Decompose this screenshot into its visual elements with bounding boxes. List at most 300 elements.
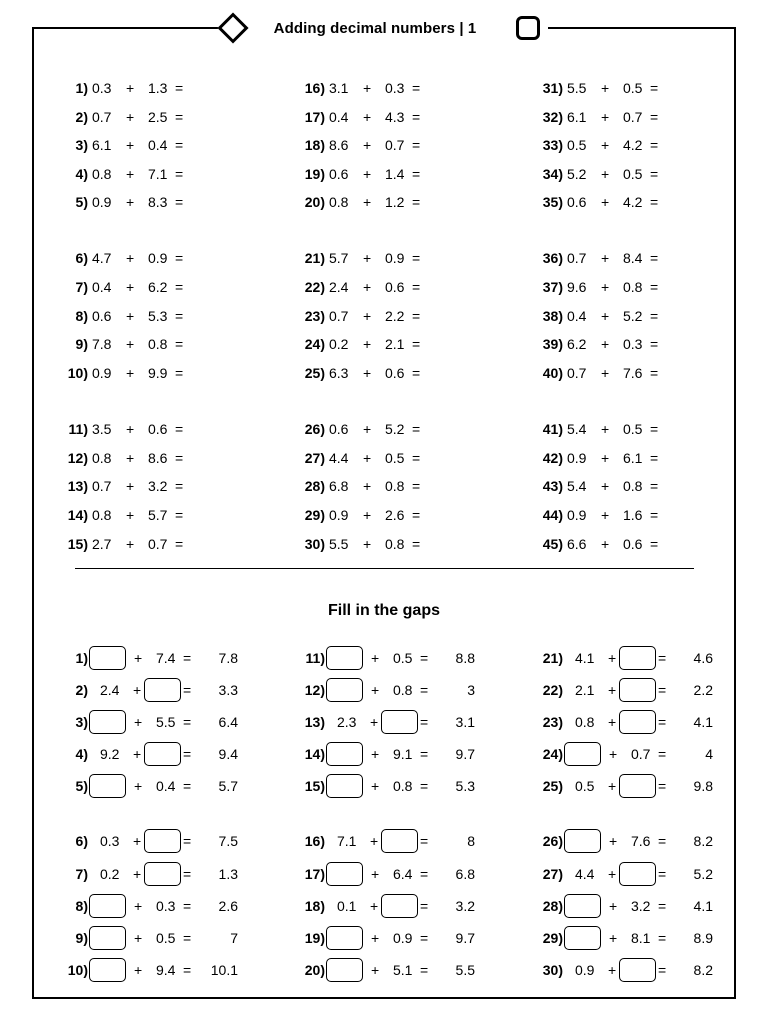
equals-sign: =	[650, 194, 659, 210]
plus-sign: +	[126, 109, 135, 125]
equals-sign: =	[175, 194, 184, 210]
equals-sign: =	[412, 80, 421, 96]
plus-sign: +	[126, 478, 135, 494]
sum-value: 2.6	[218, 898, 238, 914]
operand-a: 5.4	[567, 421, 587, 437]
equals-sign: =	[412, 250, 421, 266]
answer-box[interactable]	[89, 958, 126, 982]
plus-sign: +	[126, 250, 135, 266]
operand-a: 0.1	[337, 898, 357, 914]
problem-number: 24)	[304, 336, 325, 352]
equals-sign: =	[650, 166, 659, 182]
problem-number: 30)	[304, 536, 325, 552]
equals-sign: =	[658, 714, 667, 730]
equals-sign: =	[175, 365, 184, 381]
equals-sign: =	[650, 250, 659, 266]
problem-number: 14)	[67, 507, 88, 523]
equals-sign: =	[658, 682, 667, 698]
problem-number: 17)	[304, 109, 325, 125]
operand-a: 2.1	[575, 682, 595, 698]
plus-sign: +	[601, 507, 610, 523]
operand-a: 5.5	[567, 80, 587, 96]
answer-box[interactable]	[619, 646, 656, 670]
operand-b: 7.4	[156, 650, 176, 666]
problem-number: 2)	[75, 109, 88, 125]
equals-sign: =	[650, 80, 659, 96]
problem-number: 36)	[542, 250, 563, 266]
answer-box[interactable]	[326, 774, 363, 798]
operand-b: 0.6	[385, 279, 405, 295]
equals-sign: =	[175, 336, 184, 352]
answer-box[interactable]	[564, 742, 601, 766]
operand-b: 2.5	[148, 109, 168, 125]
answer-box[interactable]	[144, 678, 181, 702]
equals-sign: =	[175, 478, 184, 494]
equals-sign: =	[658, 746, 667, 762]
sum-value: 2.2	[693, 682, 713, 698]
operand-b: 8.3	[148, 194, 168, 210]
problem-number: 43)	[542, 478, 563, 494]
problem-number: 26)	[542, 833, 563, 849]
sum-value: 8.2	[693, 833, 713, 849]
problem-number: 28)	[304, 478, 325, 494]
operand-b: 0.8	[623, 279, 643, 295]
problem-number: 11)	[305, 650, 325, 666]
equals-sign: =	[658, 898, 667, 914]
answer-box[interactable]	[144, 742, 181, 766]
operand-a: 2.7	[92, 536, 112, 552]
answer-box[interactable]	[564, 829, 601, 853]
problem-number: 19)	[304, 930, 325, 946]
equals-sign: =	[175, 250, 184, 266]
plus-sign: +	[363, 109, 372, 125]
operand-b: 0.5	[393, 650, 413, 666]
equals-sign: =	[420, 778, 429, 794]
operand-a: 0.6	[92, 308, 112, 324]
operand-b: 7.6	[623, 365, 643, 381]
plus-sign: +	[601, 279, 610, 295]
operand-b: 5.7	[148, 507, 168, 523]
problem-number: 12)	[304, 682, 325, 698]
problem-number: 20)	[304, 962, 325, 978]
equals-sign: =	[183, 746, 192, 762]
problem-number: 21)	[304, 250, 325, 266]
problem-number: 25)	[304, 365, 325, 381]
plus-sign: +	[126, 421, 135, 437]
plus-sign: +	[601, 250, 610, 266]
operand-a: 4.4	[329, 450, 349, 466]
answer-box[interactable]	[619, 710, 656, 734]
sum-value: 9.8	[693, 778, 713, 794]
problem-number: 23)	[304, 308, 325, 324]
answer-box[interactable]	[89, 774, 126, 798]
operand-b: 1.3	[148, 80, 168, 96]
answer-box[interactable]	[89, 894, 126, 918]
problem-number: 6)	[75, 250, 88, 266]
equals-sign: =	[183, 714, 192, 730]
equals-sign: =	[658, 778, 667, 794]
plus-sign: +	[609, 746, 618, 762]
operand-b: 0.7	[148, 536, 168, 552]
problem-number: 26)	[304, 421, 325, 437]
equals-sign: =	[420, 962, 429, 978]
operand-a: 0.8	[92, 450, 112, 466]
operand-a: 5.4	[567, 478, 587, 494]
answer-box[interactable]	[619, 678, 656, 702]
sum-value: 3	[467, 682, 475, 698]
operand-b: 0.9	[393, 930, 413, 946]
plus-sign: +	[608, 962, 617, 978]
operand-a: 6.8	[329, 478, 349, 494]
operand-b: 0.6	[623, 536, 643, 552]
operand-a: 5.7	[329, 250, 349, 266]
operand-b: 5.3	[148, 308, 168, 324]
operand-a: 0.7	[92, 478, 112, 494]
operand-b: 9.9	[148, 365, 168, 381]
problem-number: 13)	[67, 478, 88, 494]
sum-value: 4.1	[693, 898, 713, 914]
equals-sign: =	[658, 833, 667, 849]
plus-sign: +	[126, 166, 135, 182]
operand-a: 2.4	[329, 279, 349, 295]
sum-value: 8	[467, 833, 475, 849]
operand-a: 0.9	[92, 194, 112, 210]
operand-b: 0.7	[631, 746, 651, 762]
problem-number: 31)	[542, 80, 563, 96]
equals-sign: =	[412, 450, 421, 466]
problem-number: 19)	[304, 166, 325, 182]
answer-box[interactable]	[619, 774, 656, 798]
plus-sign: +	[134, 898, 143, 914]
plus-sign: +	[134, 650, 143, 666]
problem-number: 30)	[542, 962, 563, 978]
equals-sign: =	[420, 898, 429, 914]
problem-number: 41)	[542, 421, 563, 437]
operand-b: 2.6	[385, 507, 405, 523]
equals-sign: =	[183, 682, 192, 698]
equals-sign: =	[420, 746, 429, 762]
plus-sign: +	[609, 930, 618, 946]
operand-b: 0.9	[148, 250, 168, 266]
sum-value: 5.2	[693, 866, 713, 882]
answer-box[interactable]	[326, 678, 363, 702]
equals-sign: =	[175, 80, 184, 96]
plus-sign: +	[371, 930, 380, 946]
problem-number: 40)	[542, 365, 563, 381]
operand-b: 0.5	[156, 930, 176, 946]
answer-box[interactable]	[381, 829, 418, 853]
plus-sign: +	[363, 194, 372, 210]
problem-number: 11)	[68, 421, 88, 437]
problem-number: 18)	[304, 137, 325, 153]
answer-box[interactable]	[89, 710, 126, 734]
plus-sign: +	[601, 137, 610, 153]
equals-sign: =	[412, 365, 421, 381]
operand-b: 0.8	[385, 478, 405, 494]
equals-sign: =	[650, 336, 659, 352]
operand-b: 5.2	[623, 308, 643, 324]
operand-b: 0.3	[385, 80, 405, 96]
plus-sign: +	[609, 833, 618, 849]
operand-a: 0.2	[329, 336, 349, 352]
operand-a: 0.4	[92, 279, 112, 295]
answer-box[interactable]	[326, 926, 363, 950]
problem-number: 16)	[304, 80, 325, 96]
problem-number: 3)	[75, 137, 88, 153]
sum-value: 7	[230, 930, 238, 946]
problem-number: 13)	[304, 714, 325, 730]
operand-b: 0.3	[623, 336, 643, 352]
problem-number: 34)	[542, 166, 563, 182]
equals-sign: =	[658, 962, 667, 978]
problem-number: 32)	[542, 109, 563, 125]
equals-sign: =	[412, 308, 421, 324]
answer-box[interactable]	[564, 926, 601, 950]
problem-number: 4)	[75, 746, 88, 762]
plus-sign: +	[363, 365, 372, 381]
plus-sign: +	[126, 308, 135, 324]
plus-sign: +	[601, 365, 610, 381]
answer-box[interactable]	[564, 894, 601, 918]
operand-a: 5.2	[567, 166, 587, 182]
problem-number: 35)	[542, 194, 563, 210]
answer-box[interactable]	[326, 742, 363, 766]
equals-sign: =	[420, 833, 429, 849]
operand-a: 0.3	[92, 80, 112, 96]
sum-value: 5.7	[218, 778, 238, 794]
operand-b: 5.1	[393, 962, 413, 978]
problem-number: 1)	[75, 80, 88, 96]
answer-box[interactable]	[89, 646, 126, 670]
problem-number: 28)	[542, 898, 563, 914]
operand-a: 4.7	[92, 250, 112, 266]
answer-box[interactable]	[619, 958, 656, 982]
plus-sign: +	[609, 898, 618, 914]
plus-sign: +	[601, 336, 610, 352]
plus-sign: +	[126, 137, 135, 153]
problem-number: 12)	[67, 450, 88, 466]
plus-sign: +	[608, 866, 617, 882]
operand-a: 0.6	[329, 421, 349, 437]
plus-sign: +	[126, 194, 135, 210]
sum-value: 7.8	[218, 650, 238, 666]
operand-b: 0.8	[148, 336, 168, 352]
plus-sign: +	[363, 137, 372, 153]
plus-sign: +	[608, 714, 617, 730]
plus-sign: +	[363, 536, 372, 552]
plus-sign: +	[601, 421, 610, 437]
operand-b: 0.7	[385, 137, 405, 153]
problem-number: 27)	[542, 866, 563, 882]
problem-number: 25)	[542, 778, 563, 794]
operand-b: 9.4	[156, 962, 176, 978]
sum-value: 4.1	[693, 714, 713, 730]
equals-sign: =	[650, 137, 659, 153]
answer-box[interactable]	[326, 958, 363, 982]
plus-sign: +	[126, 507, 135, 523]
operand-a: 6.1	[567, 109, 587, 125]
plus-sign: +	[371, 650, 380, 666]
operand-a: 0.9	[329, 507, 349, 523]
problem-number: 14)	[304, 746, 325, 762]
problem-number: 24)	[542, 746, 563, 762]
plus-sign: +	[363, 507, 372, 523]
equals-sign: =	[420, 682, 429, 698]
operand-b: 6.4	[393, 866, 413, 882]
equals-sign: =	[183, 866, 192, 882]
plus-sign: +	[126, 365, 135, 381]
sum-value: 7.5	[218, 833, 238, 849]
plus-sign: +	[126, 450, 135, 466]
operand-b: 8.1	[631, 930, 651, 946]
sum-value: 6.4	[218, 714, 238, 730]
operand-b: 1.4	[385, 166, 405, 182]
problem-number: 33)	[542, 137, 563, 153]
equals-sign: =	[412, 478, 421, 494]
plus-sign: +	[371, 746, 380, 762]
equals-sign: =	[175, 109, 184, 125]
equals-sign: =	[658, 930, 667, 946]
sum-value: 6.8	[455, 866, 475, 882]
plus-sign: +	[126, 536, 135, 552]
problem-number: 9)	[75, 336, 88, 352]
problem-number: 20)	[304, 194, 325, 210]
plus-sign: +	[601, 308, 610, 324]
equals-sign: =	[175, 308, 184, 324]
equals-sign: =	[650, 109, 659, 125]
sum-value: 4	[705, 746, 713, 762]
operand-a: 3.5	[92, 421, 112, 437]
equals-sign: =	[183, 898, 192, 914]
operand-a: 0.8	[329, 194, 349, 210]
sum-value: 4.6	[693, 650, 713, 666]
answer-box[interactable]	[144, 829, 181, 853]
equals-sign: =	[175, 536, 184, 552]
problem-number: 39)	[542, 336, 563, 352]
operand-b: 0.8	[623, 478, 643, 494]
problem-number: 29)	[542, 930, 563, 946]
problem-number: 15)	[67, 536, 88, 552]
equals-sign: =	[420, 650, 429, 666]
equals-sign: =	[412, 336, 421, 352]
operand-a: 0.6	[567, 194, 587, 210]
problem-number: 8)	[75, 898, 88, 914]
operand-a: 0.4	[329, 109, 349, 125]
plus-sign: +	[134, 930, 143, 946]
worksheet-header	[218, 11, 548, 45]
sum-value: 3.3	[218, 682, 238, 698]
answer-box[interactable]	[89, 926, 126, 950]
operand-a: 0.8	[575, 714, 595, 730]
operand-b: 0.5	[623, 421, 643, 437]
plus-sign: +	[608, 682, 617, 698]
answer-box[interactable]	[326, 646, 363, 670]
equals-sign: =	[650, 279, 659, 295]
worksheet-title: Adding decimal numbers | 1	[273, 19, 477, 37]
equals-sign: =	[183, 930, 192, 946]
operand-b: 0.5	[623, 80, 643, 96]
operand-a: 0.4	[567, 308, 587, 324]
problem-number: 1)	[75, 650, 88, 666]
operand-b: 8.4	[623, 250, 643, 266]
plus-sign: +	[363, 250, 372, 266]
problem-number: 44)	[542, 507, 563, 523]
sum-value: 8.9	[693, 930, 713, 946]
operand-b: 0.6	[148, 421, 168, 437]
operand-b: 6.2	[148, 279, 168, 295]
operand-a: 0.5	[575, 778, 595, 794]
answer-box[interactable]	[381, 710, 418, 734]
plus-sign: +	[363, 80, 372, 96]
equals-sign: =	[420, 930, 429, 946]
equals-sign: =	[420, 866, 429, 882]
problem-number: 37)	[542, 279, 563, 295]
operand-a: 0.9	[575, 962, 595, 978]
operand-b: 7.1	[148, 166, 168, 182]
operand-a: 0.7	[567, 250, 587, 266]
plus-sign: +	[601, 194, 610, 210]
sum-value: 9.4	[218, 746, 238, 762]
plus-sign: +	[126, 80, 135, 96]
operand-b: 1.2	[385, 194, 405, 210]
section-title: Fill in the gaps	[327, 602, 440, 619]
operand-b: 0.7	[623, 109, 643, 125]
equals-sign: =	[412, 279, 421, 295]
sum-value: 3.2	[455, 898, 475, 914]
problem-number: 27)	[304, 450, 325, 466]
problem-number: 16)	[304, 833, 325, 849]
operand-b: 0.8	[393, 778, 413, 794]
problem-number: 7)	[75, 866, 88, 882]
operand-a: 2.4	[100, 682, 120, 698]
operand-b: 0.8	[393, 682, 413, 698]
equals-sign: =	[658, 650, 667, 666]
operand-b: 0.6	[385, 365, 405, 381]
answer-box[interactable]	[326, 862, 363, 886]
operand-b: 0.9	[385, 250, 405, 266]
problem-number: 6)	[75, 833, 88, 849]
operand-a: 6.6	[567, 536, 587, 552]
operand-a: 2.3	[337, 714, 357, 730]
sum-value: 9.7	[455, 930, 475, 946]
operand-a: 6.1	[92, 137, 112, 153]
plus-sign: +	[126, 336, 135, 352]
sum-value: 8.2	[693, 962, 713, 978]
operand-a: 5.5	[329, 536, 349, 552]
sum-value: 1.3	[218, 866, 238, 882]
operand-a: 0.8	[92, 166, 112, 182]
operand-a: 7.1	[337, 833, 357, 849]
answer-box[interactable]	[144, 862, 181, 886]
sum-value: 3.1	[455, 714, 475, 730]
operand-a: 0.7	[567, 365, 587, 381]
plus-sign: +	[370, 714, 379, 730]
answer-box[interactable]	[381, 894, 418, 918]
equals-sign: =	[183, 778, 192, 794]
answer-box[interactable]	[619, 862, 656, 886]
plus-sign: +	[133, 866, 142, 882]
operand-a: 0.9	[92, 365, 112, 381]
problem-number: 8)	[75, 308, 88, 324]
operand-b: 3.2	[148, 478, 168, 494]
problem-number: 10)	[67, 365, 88, 381]
operand-b: 5.5	[156, 714, 176, 730]
operand-b: 1.6	[623, 507, 643, 523]
plus-sign: +	[134, 962, 143, 978]
operand-a: 0.9	[567, 507, 587, 523]
equals-sign: =	[175, 166, 184, 182]
operand-a: 9.6	[567, 279, 587, 295]
